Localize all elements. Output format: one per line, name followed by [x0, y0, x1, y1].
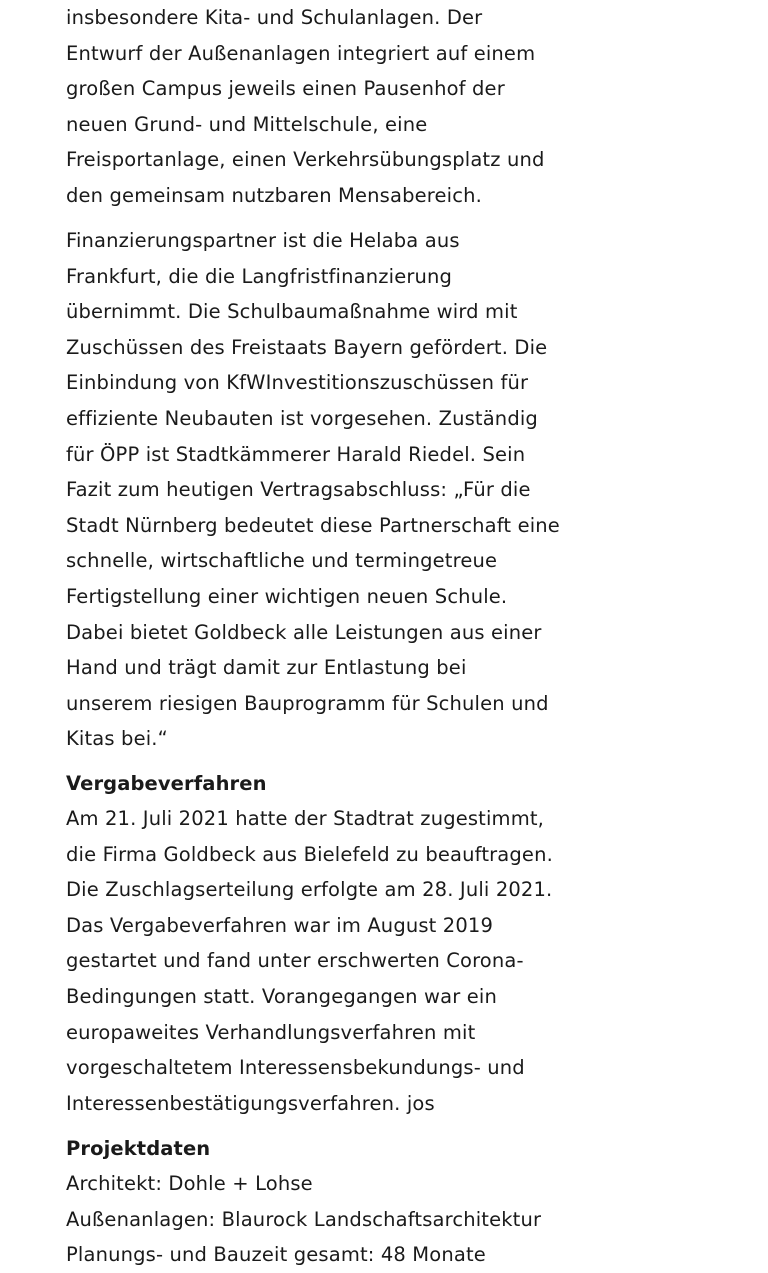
text-line: unserem riesigen Bauprogramm für Schulen und — [66, 691, 549, 715]
text-line: vorgeschaltetem Interessensbekundungs- und — [66, 1056, 525, 1080]
text-line: Hand und trägt damit zur Entlastung bei — [66, 656, 467, 680]
paragraph-finanzierung — [66, 223, 560, 757]
text-line: Freisportanlage, einen Verkehrsübungsplatz und — [66, 148, 545, 172]
text-line: Fazit zum heutigen Vertragsabschluss: „Für die — [66, 478, 531, 502]
projektdaten-list — [66, 1166, 541, 1273]
text-line: übernimmt. Die Schulbaumaßnahme wird mit — [66, 300, 518, 324]
text-line: die Firma Goldbeck aus Bielefeld zu beauftragen. — [66, 842, 553, 866]
text-line: Kitas bei.“ — [66, 727, 168, 751]
text-line: den gemeinsam nutzbaren Mensabereich. — [66, 183, 482, 207]
text-line: Bedingungen statt. Vorangegangen war ein — [66, 984, 497, 1008]
text-line: Am 21. Juli 2021 hatte der Stadtrat zugestimmt, — [66, 807, 544, 830]
paragraph-aussenanlagen — [66, 0, 545, 214]
text-line: Das Vergabeverfahren war im August 2019 — [66, 913, 494, 937]
text-line: Entwurf der Außenanlagen integriert auf einem — [66, 41, 536, 65]
text-line: Zuschüssen des Freistaats Bayern gefördert. Die — [66, 335, 548, 359]
text-line: Interessenbestätigungsverfahren. jos — [66, 1091, 435, 1115]
section-heading-vergabeverfahren: Vergabeverfahren — [66, 772, 267, 795]
projektdaten-aussenanlagen: Außenanlagen: Blaurock Landschaftsarchitektur — [66, 1207, 542, 1231]
paragraph-vergabeverfahren — [66, 801, 553, 1121]
projektdaten-bauzeit: Planungs- und Bauzeit gesamt: 48 Monate — [66, 1243, 486, 1267]
text-line: effiziente Neubauten ist vorgesehen. Zuständig — [66, 406, 538, 430]
projektdaten-architekt: Architekt: Dohle + Lohse — [66, 1172, 313, 1195]
text-line: Finanzierungspartner ist die Helaba aus — [66, 229, 460, 252]
text-line: schnelle, wirtschaftliche und termingetreue — [66, 549, 498, 573]
text-line: Frankfurt, die die Langfristfinanzierung — [66, 264, 453, 288]
text-line: Dabei bietet Goldbeck alle Leistungen aus einer — [66, 620, 542, 644]
text-line: Einbindung von KfWInvestitionszuschüssen für — [66, 371, 529, 395]
text-line: Die Zuschlagserteilung erfolgte am 28. Juli 2021. — [66, 878, 553, 902]
text-line: für ÖPP ist Stadtkämmerer Harald Riedel. Sein — [66, 442, 526, 466]
text-line: gestartet und fand unter erschwerten Corona- — [66, 949, 524, 973]
text-line: Fertigstellung einer wichtigen neuen Schule. — [66, 584, 508, 608]
text-line: europaweites Verhandlungsverfahren mit — [66, 1020, 476, 1044]
text-line: neuen Grund- und Mittelschule, eine — [66, 112, 428, 136]
text-line: großen Campus jeweils einen Pausenhof der — [66, 77, 505, 101]
text-line: insbesondere Kita- und Schulanlagen. Der — [66, 6, 483, 29]
text-line: Stadt Nürnberg bedeutet diese Partnerschaft eine — [66, 513, 560, 537]
section-heading-projektdaten: Projektdaten — [66, 1137, 211, 1160]
